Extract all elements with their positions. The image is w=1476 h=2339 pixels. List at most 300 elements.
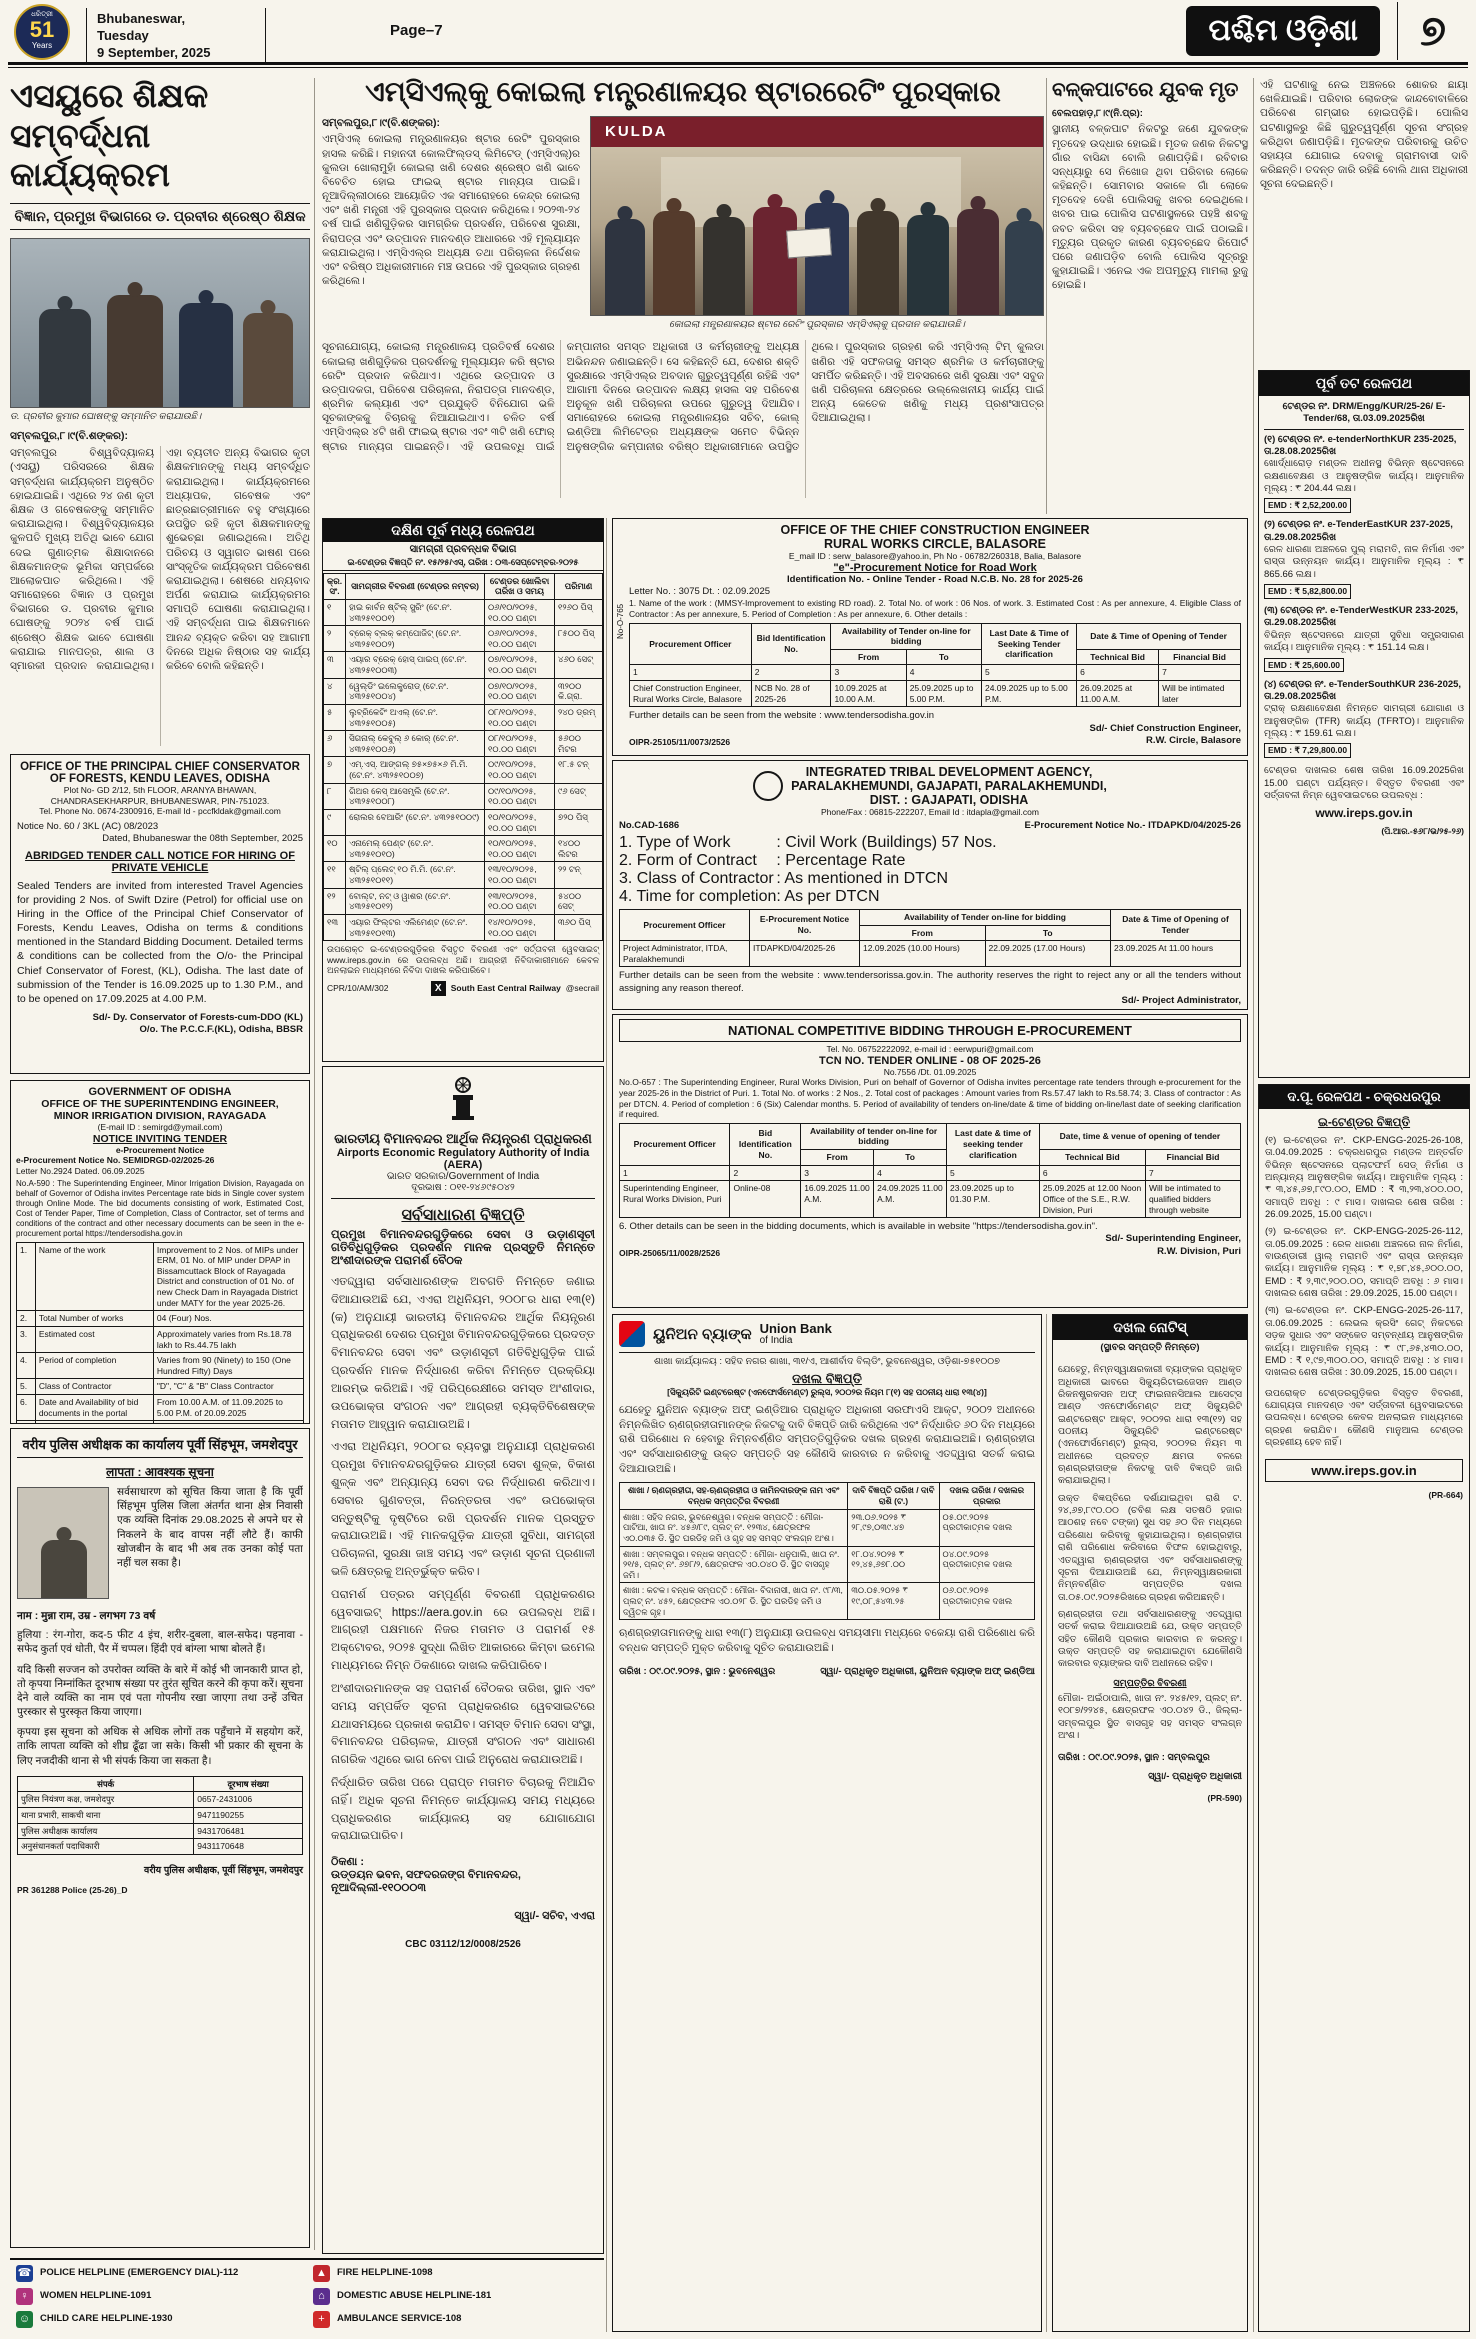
ecor-website-link: www.ireps.gov.in [1315, 806, 1413, 821]
ser-tender-entry: (୩) ଇ-ଟେଣ୍ଡର ନଂ. CKP-ENGG-2025-26-117, ତା.06.09.2025 : ଲେଭଲ କ୍ରସିଂ ଗେଟ୍ ନିକଟରେ ସଡ଼କ ସୁଧାର ଏବଂ ସଙ୍କେତ ସମ୍ବନ୍ଧୀୟ ଆନୁଷଙ୍ଗିକ କାର୍ଯ୍ୟ। ଆନୁମାନିକ ମୂଲ୍ୟ : ₹ ୯୮,୬୫,୪୩୦.୦୦, EMD : ₹ ୧,୯୭,୩୦୦.୦୦, ସମାପ୍ତି ଅବଧି : ୪ ମାସ। ଦାଖଲର ଶେଷ ତାରିଖ : 30.09.2025, 15.00 ଘଣ୍ଟା। [1265, 1305, 1463, 1379]
itda-table [619, 909, 1241, 968]
missing-alert: लापता : आवश्यक सूचना [106, 1465, 214, 1479]
balasore-notice [612, 518, 1248, 756]
ncb-tcn: TCN NO. TENDER ONLINE - 08 OF 2025-26 [819, 1054, 1041, 1067]
kendu-sign-1: Sd/- Dy. Conservator of Forests-cum-DDO (KL) [92, 1012, 303, 1024]
aera-paragraph: ନିର୍ଦ୍ଧାରିତ ତାରିଖ ପରେ ପ୍ରାପ୍ତ ମତାମତ ବିଚାରକୁ ନିଆଯିବ ନାହିଁ। ଅଧିକ ସୂଚନା ନିମନ୍ତେ କାର୍ଯ୍ୟାଳୟ ସମୟ ମଧ୍ୟରେ ପ୍ରାଧିକରଣର କାର୍ଯ୍ୟାଳୟ ସହ ଯୋଗାଯୋଗ କରାଯାଇପାରିବ। [331, 1776, 595, 1843]
balasore-sign-2: R.W. Circle, Balasore [1145, 735, 1241, 746]
ecor-intro: ଟେଣ୍ଡର ନଂ. DRM/Engg/KUR/25-26/ E-Tender/68, ତା.03.09.2025ରିଖ [1264, 401, 1464, 430]
unionbank-date-place: ତାରିଖ : ୦୯.୦୯.୨୦୨୫, ସ୍ଥାନ : ଭୁବନେଶ୍ୱର [619, 1665, 776, 1677]
ecor-entry-emd: EMD : ₹ 7,29,800.00 [1264, 743, 1351, 758]
balasore-contact: E_mail ID : serw_balasore@yahoo.in, Ph No - 06782/260318, Balia, Balasore [788, 551, 1082, 561]
dakhal-paragraph: ଋଣଗ୍ରହୀତା ତଥା ସର୍ବସାଧାରଣଙ୍କୁ ଏତଦ୍ଦ୍ୱାରା ସତର୍କ କରାଇ ଦିଆଯାଉଅଛି ଯେ, ଉକ୍ତ ସମ୍ପତ୍ତି ସହିତ କୌଣସି ପ୍ରକାର କାରବାର ନ କରନ୍ତୁ। ଉକ୍ତ ସମ୍ପତ୍ତି ସହ କରାଯାଇଥିବା ଯେକୌଣସି କାରବାର ବ୍ୟାଙ୍କର ଦାବି ଅଧୀନରେ ରହିବ। [1058, 1608, 1242, 1670]
logo-top-text: ଧରିତ୍ରୀ [31, 11, 53, 18]
table-row: 1 2 3 4 5 6 7 [630, 665, 1241, 681]
ser-entries [1265, 1135, 1463, 1380]
th-to: To [906, 649, 981, 665]
kendu-title-1: OFFICE OF THE PRINCIPAL CHIEF CONSERVATOR [20, 761, 300, 773]
ecor-entry [1264, 679, 1464, 759]
coal-headline: ଏମ୍‌ସିଏଲ୍‌କୁ କୋଇଲା ମନ୍ତ୍ରଣାଳୟର ଷ୍ଟାରରେଟିଂ ପୁରସ୍କାର [365, 76, 1001, 107]
dakhal-paragraphs [1058, 1364, 1242, 1670]
teacher-headline: ଏସୟୁରେ ଶିକ୍ଷକ ସମ୍ବର୍ଦ୍ଧନା କାର୍ଯ୍ୟକ୍ରମ [10, 77, 209, 194]
th-from: From [860, 925, 986, 941]
person-silhouette [41, 1540, 87, 1598]
secr-col-sl: କ୍ର. ସଂ. [324, 573, 346, 599]
teacher-photo [10, 238, 310, 408]
teacher-body: ସମ୍ବଲପୁର ବିଶ୍ୱବିଦ୍ୟାଳୟ (ଏସୟୁ) ପରିସରରେ ଶିକ୍ଷକ ସମ୍ବର୍ଦ୍ଧନା କାର୍ଯ୍ୟକ୍ରମ ଅନୁଷ୍ଠିତ ହୋଇଯାଇଛି। ଏଥିରେ ୨୪ ଜଣ କୃତୀ ଶିକ୍ଷକ ଓ ଗବେଷକଙ୍କୁ ସମ୍ମାନିତ କରାଯାଇଥିଲା। ବିଶ୍ୱବିଦ୍ୟାଳୟର କୁଳପତି ମୁଖ୍ୟ ଅତିଥି ଭାବେ ଯୋଗ ଦେଇ ଗୁଣାତ୍ମକ ଶିକ୍ଷାଦାନରେ ଶିକ୍ଷକମାନଙ୍କ ଭୂମିକା ସମ୍ପର୍କରେ ଆଲୋକପାତ କରିଥିଲେ। ଏହି ସମାରୋହରେ ବିଜ୍ଞାନ ଓ ପ୍ରମୁଖ ବିଭାଗରେ ଡ. ପ୍ରବୀର କୁମାର ଘୋଷଙ୍କୁ ୨୦୨୪ ବର୍ଷ ପାଇଁ ଶ୍ରେଷ୍ଠ ଶିକ୍ଷକ ଭାବେ ଘୋଷଣା କରାଯାଇ ମାନପତ୍ର, ଶାଲ ଓ ସ୍ମାରକୀ ପ୍ରଦାନ କରାଯାଇଥିଲା। ଏହା ବ୍ୟତୀତ ଅନ୍ୟ ବିଭାଗର କୃତୀ ଶିକ୍ଷକମାନଙ୍କୁ ମଧ୍ୟ ସମ୍ବର୍ଦ୍ଧିତ କରାଯାଇଥିଲା। କାର୍ଯ୍ୟକ୍ରମରେ ଅଧ୍ୟାପକ, ଗବେଷକ ଏବଂ ଛାତ୍ରଛାତ୍ରୀମାନେ ବହୁ ସଂଖ୍ୟାରେ ଉପସ୍ଥିତ ରହି କୃତୀ ଶିକ୍ଷକମାନଙ୍କୁ ଶୁଭେଚ୍ଛା ଜଣାଇଥିଲେ। ଅତିଥି ପରିଚୟ ଓ ସ୍ୱାଗତ ଭାଷଣ ପରେ ସାଂସ୍କୃତିକ କାର୍ଯ୍ୟକ୍ରମ ପରିବେଷଣ କରାଯାଇଥିଲା। ଶେଷରେ ଧନ୍ୟବାଦ ଅର୍ପଣ କରାଯାଇ କାର୍ଯ୍ୟକ୍ରମର ସମାପ୍ତି ଘୋଷଣା କରାଯାଇଥିଲା। ଏହି ସମ୍ବର୍ଦ୍ଧନା ପାଇ ଶିକ୍ଷକମାନେ ଆନନ୍ଦ ବ୍ୟକ୍ତ କରିବା ସହ ଆଗାମୀ ଦିନରେ ଅଧିକ ନିଷ୍ଠାର ସହ କାର୍ଯ୍ୟ କରିବେ ବୋଲି କହିଛନ୍ତି। [10, 447, 310, 672]
ncb-other-line: 6. Other details can be seen in the bidding documents, which is available in website "https://tendersodisha.gov.in". [619, 1221, 1098, 1233]
police-icon: ☎ [16, 2265, 33, 2282]
ncb-title: NATIONAL COMPETITIVE BIDDING THROUGH E-PROCUREMENT [619, 1019, 1241, 1042]
itda-title-1: INTEGRATED TRIBAL DEVELOPMENT AGENCY, [805, 765, 1093, 779]
table-row: 1. Type of Work : Civil Work (Buildings) 57 Nos. [619, 833, 997, 851]
helpline-label: AMBULANCE SERVICE-108 [337, 2313, 462, 2325]
balasore-title-1: OFFICE OF THE CHIEF CONSTRUCTION ENGINEER [780, 523, 1090, 537]
logo-number: 51 [29, 17, 55, 42]
secr-table [323, 573, 603, 942]
person-silhouette [605, 219, 645, 315]
ecor-entry-desc: ରେଳ ଧାରଣା ଅଞ୍ଚଳରେ ପୁଲ୍ ମରାମତି, ନାଳ ନିର୍ମାଣ ଏବଂ ରାସ୍ତା ଉନ୍ନୟନ କାର୍ଯ୍ୟ। ଆନୁମାନିକ ମୂଲ୍ୟ : ₹ 865.66 ଲକ୍ଷ। [1264, 544, 1464, 580]
rayagada-eproc: e-Procurement Notice [115, 1144, 205, 1155]
secr-footer-name: South East Central Railway [450, 983, 561, 994]
table-row: 1 2 3 4 5 6 7 [620, 1165, 1241, 1181]
person-silhouette [857, 211, 899, 315]
ecor-entry-title: (୨) ଟେଣ୍ଡର ନଂ. e-TenderEastKUR 237-2025, ତା.29.08.2025ରିଖ [1264, 519, 1453, 543]
aera-address: ଉଡ୍ଡୟନ ଭବନ, ସଫଦରଜଙ୍ଗ ବିମାନବନ୍ଦର, ନୂଆଦିଲ୍ଲୀ-୧୧୦୦୦୩ [331, 1869, 521, 1895]
award-plaque [786, 228, 832, 259]
masthead-day: Tuesday [97, 27, 149, 43]
aera-paragraph: ଏଏରା ଅଧିନିୟମ, ୨୦୦୮ର ବ୍ୟବସ୍ଥା ଅନୁଯାୟୀ ପ୍ରାଧିକରଣ ପ୍ରମୁଖ ବିମାନବନ୍ଦରଗୁଡ଼ିକର ଯାତ୍ରୀ ସେବା ଶୁଳ୍କ, ବିକାଶ ଶୁଳ୍କ ଏବଂ ଅନ୍ୟାନ୍ୟ ସେବା ଦର ନିର୍ଦ୍ଧାରଣ କରିଥାଏ। ସେବାର ଗୁଣବତ୍ତା, ନିରନ୍ତରତା ଏବଂ ଉପଭୋକ୍ତା ସନ୍ତୁଷ୍ଟିକୁ ଦୃଷ୍ଟିରେ ରଖି ପ୍ରଦର୍ଶନ ମାନକ ପ୍ରସ୍ତୁତ କରାଯାଉଅଛି। ଏହି ମାନକଗୁଡ଼ିକ ଯାତ୍ରୀ ସୁବିଧା, ସାମଗ୍ରୀ ପରିଚାଳନା, ସୁରକ୍ଷା ଜାଞ୍ଚ ସମୟ ଏବଂ ଉଡ଼ାଣ ସୂଚନା ପ୍ରଣାଳୀ ଭଳି କ୍ଷେତ୍ରକୁ ଅନ୍ତର୍ଭୁକ୍ତ କରିବ। [331, 1441, 595, 1578]
helpline-label: DOMESTIC ABUSE HELPLINE-181 [337, 2290, 492, 2302]
th-to: To [874, 1150, 947, 1166]
person-silhouette [107, 295, 163, 407]
teacher-photo-caption: ଡ. ପ୍ରବୀର କୁମାର ଘୋଷଙ୍କୁ ସମ୍ମାନିତ କରାଯାଉଛି। [10, 410, 202, 422]
youth-headline: ବଳ୍କପାଟରେ ଯୁବକ ମୃତ [1052, 79, 1239, 101]
missing-appeal: यदि किसी सज्जन को उपरोक्त व्यक्ति के बारे में कोई भी जानकारी प्राप्त हो, तो कृपया निम्नांकित दूरभाष संख्या पर तुरंत सूचित करने की कृपा करें। सूचना देने वाले व्यक्ति का नाम एवं पता गोपनीय रखा जाएगा तथा उन्हें उचित पुरस्कार से पुरस्कृत किया जाएगा। [17, 1663, 303, 1719]
th-technical-bid: Technical Bid [1077, 649, 1159, 665]
column-divider [606, 518, 607, 2332]
person-silhouette [753, 207, 797, 315]
aera-paragraph: ଅଂଶୀଦାରମାନଙ୍କ ସହ ପରାମର୍ଶ ବୈଠକର ତାରିଖ, ସ୍ଥାନ ଏବଂ ସମୟ ସମ୍ପର୍କିତ ସୂଚନା ପ୍ରାଧିକରଣର ୱେବସାଇଟରେ ଯଥାସମୟରେ ପ୍ରକାଶ କରାଯିବ। ସମସ୍ତ ବିମାନ ସେବା ସଂସ୍ଥା, ବିମାନବନ୍ଦର ପରିଚାଳକ, ଯାତ୍ରୀ ସଂଗଠନ ଏବଂ ସାଧାରଣ ନାଗରିକ ଏଥିରେ ଭାଗ ନେବା ପାଇଁ ଅନୁରୋଧ କରାଯାଉଅଛି। [331, 1682, 595, 1767]
unionbank-name-en2: of India [759, 1334, 793, 1346]
th-bid-no: Bid Identification No. [730, 1123, 801, 1165]
women-icon: ♀ [16, 2288, 33, 2305]
table-row: अनुसंधानकर्ता पदाधिकारी 9431170648 [18, 1839, 303, 1855]
aera-name-english: Airports Economic Regulatory Authority of India (AERA) [336, 1147, 590, 1171]
helpline-child-care [10, 2308, 307, 2331]
secr-footer-handle: @secrail [565, 983, 599, 994]
ecor-entry-emd: EMD : ₹ 5,82,800.00 [1264, 584, 1351, 599]
itda-sign-1: Sd/- Project Administrator, [1121, 995, 1241, 1007]
ecor-entry-desc: ବିଭିନ୍ନ ଷ୍ଟେସନରେ ଯାତ୍ରୀ ସୁବିଧା ସମ୍ପ୍ରସାରଣ କାର୍ଯ୍ୟ। ଆନୁମାନିକ ମୂଲ୍ୟ : ₹ 151.14 ଲକ୍ଷ। [1264, 629, 1464, 654]
rayagada-notice-no: e-Procurement Notice No. SEMIDRGD-02/2025-26 [16, 1155, 215, 1166]
column-divider [314, 78, 315, 2250]
masthead-date: 9 September, 2025 [97, 44, 211, 60]
newspaper-logo [14, 4, 70, 60]
balasore-identification: Identification No. - Online Tender - Road N.C.B. No. 28 for 2025-26 [787, 573, 1083, 585]
balasore-sign-1: Sd/- Chief Construction Engineer, [1089, 722, 1241, 734]
coal-body-lead: ଏମ୍‌ସିଏଲ୍ କୋଇଲା ମନ୍ତ୍ରଣାଳୟର ଷ୍ଟାର ରେଟିଂ ପୁରସ୍କାର ହାସଲ କରିଛି। ମହାନଦୀ କୋଲଫିଲ୍ଡସ୍ ଲିମିଟେଡ୍ (ଏମ୍‌ସିଏଲ୍)ର କୁଲଡା ଖୋଲାମୁହାଁ କୋଇଲା ଖଣି ଦେଶର ଶ୍ରେଷ୍ଠ ଖଣି ଭାବେ ବିବେଚିତ ହୋଇ ଫାଇଭ୍ ଷ୍ଟାର ମାନ୍ୟତା ପାଇଛି। ନୂଆଦିଲ୍ଲୀଠାରେ ଆୟୋଜିତ ଏକ ସମାରୋହରେ କେନ୍ଦ୍ର କୋଇଲା ଏବଂ ଖଣି ମନ୍ତ୍ରୀ ଏହି ପୁରସ୍କାର ପ୍ରଦାନ କରିଥିଲେ। ୨୦୨୩-୨୪ ବର୍ଷ ପାଇଁ ଖଣିଗୁଡ଼ିକର ସାମଗ୍ରିକ ପ୍ରଦର୍ଶନ, ପରିବେଶ ସୁରକ୍ଷା, ନିରାପତ୍ତା ଏବଂ ଉତ୍ପାଦନ ମାନଦଣ୍ଡ ଆଧାରରେ ଏହି ମୂଲ୍ୟାୟନ କରାଯାଇଥିଲା। ଏମ୍‌ସିଏଲ୍‌ର ଅଧ୍ୟକ୍ଷ ତଥା ପରିଚାଳନା ନିର୍ଦ୍ଦେଶକ ଏବଂ ବରିଷ୍ଠ ଅଧିକାରୀମାନେ ମଞ୍ଚ ଉପରେ ଏହି ପୁରସ୍କାର ଗ୍ରହଣ କରିଥିଲେ। [322, 133, 580, 288]
secr-notice-no: ଇ-ଟେଣ୍ଡର ବିଜ୍ଞପ୍ତି ନଂ. ୧୫/୨୫/ଏସ୍, ତାରିଖ : ୦୩-ସେପ୍ଟେମ୍ବର-୨୦୨୫ [323, 555, 603, 571]
th-borrower-property: ଶାଖା / ଋଣଗ୍ରହୀତା, ସହ-ଋଣଗ୍ରହୀତା ଓ ଜାମିନଦାରଙ୍କ ନାମ ଏବଂ ବନ୍ଧକ ସମ୍ପତ୍ତିର ବିବରଣୀ [620, 1483, 848, 1509]
th-procurement-officer: Procurement Officer [620, 909, 750, 940]
balasore-eproc-title: "e"-Procurement Notice for Road Work [833, 561, 1037, 574]
table-row: ୧୦ ଏନାମେଲ୍ ପେଣ୍ଟ (ଟେ.ନଂ. ୪୩୨୫୧୦୧୦) ୧୦/୧୦/୨୦୨୫, ୧୦.୦୦ ଘଣ୍ଟା ୧୪୦୦ ଲିଟର [324, 836, 603, 862]
unionbank-sign: ସ୍ୱା/- ପ୍ରାଧିକୃତ ଅଧିକାରୀ, ୟୁନିଅନ ବ୍ୟାଙ୍କ ଅଫ୍ ଇଣ୍ଡିଆ [820, 1665, 1035, 1677]
table-row: ଶାଖା : ସମ୍ବଲପୁର। ବନ୍ଧକ ସମ୍ପତ୍ତି : ମୌଜା- ଧନୁପାଲି, ଖାତା ନଂ. ୨୧/୫, ପ୍ଲଟ୍ ନଂ. ୬୭୮/୨, କ୍ଷେତ୍ରଫଳ ଏ୦.୦୪୦ ଡି. ସ୍ଥିତ ବାସଗୃହ ଜମି। ୧୮.୦୪.୨୦୨୫ ₹ ୧୨,୪୫,୬୭୮.୦୦ ୦୪.୦୯.୨୦୨୫ ପ୍ରତୀକାତ୍ମକ ଦଖଲ [620, 1546, 1035, 1583]
aera-govt-line: ଭାରତ ସରକାର/Government of India [386, 1171, 540, 1182]
helpline-label: POLICE HELPLINE (EMERGENCY DIAL)-112 [40, 2267, 239, 2279]
ecor-entry-title: (୩) ଟେଣ୍ଡର ନଂ. e-TenderWestKUR 233-2025, ତା.29.08.2025ରିଖ [1264, 605, 1459, 629]
ser-website-link: www.ireps.gov.in [1265, 1459, 1463, 1482]
youth-body-col1: ସ୍ଥାନୀୟ ବଳ୍କପାଟ ନିକଟରୁ ଜଣେ ଯୁବକଙ୍କ ମୃତଦେହ ଉଦ୍ଧାର ହୋଇଛି। ମୃତକ ଜଣକ ନିକଟସ୍ଥ ଗାଁର ବାସିନ୍ଦା ବୋଲି ଜଣାପଡ଼ିଛି। ରବିବାର ସନ୍ଧ୍ୟାରୁ ସେ ନିଖୋଜ ଥିବା ପରିବାର ଲୋକେ କହିଛନ୍ତି। ସୋମବାର ସକାଳେ ଗାଁ ଲୋକେ ମୃତଦେହ ଦେଖି ପୋଲିସକୁ ଖବର ଦେଇଥିଲେ। ଖବର ପାଇ ପୋଲିସ ଘଟଣାସ୍ଥଳରେ ପହଞ୍ଚି ଶବକୁ ଜବତ କରିବା ସହ ବ୍ୟବଚ୍ଛେଦ ପାଇଁ ପଠାଇଛି। ମୃତ୍ୟୁର ପ୍ରକୃତ କାରଣ ବ୍ୟବଚ୍ଛେଦ ରିପୋର୍ଟ ପରେ ଜଣାପଡ଼ିବ ବୋଲି ପୋଲିସ ସୂତ୍ରରୁ କୁହାଯାଇଛି। ଏନେଇ ଏକ ଅପମୃତ୍ୟୁ ମାମଲା ରୁଜୁ ହୋଇଛି। [1052, 123, 1248, 292]
person-silhouette [805, 203, 849, 315]
dakhal-notice [1052, 1314, 1248, 2332]
missing-person-notice [10, 1428, 310, 2248]
table-row: 4. Time for completion : As per DTCN [619, 887, 880, 905]
table-row: 1. Name of the work Improvement to 2 Nos. of MIPs under ERM, 01 No. of MIP under DPAP in Bissamcuttack Block of Rayagada District and construction of 01 No. of new Check Dam in Rayagada District under MATY for the year 2025-26. [17, 1242, 304, 1311]
masthead-city: Bhubaneswar, [97, 11, 186, 26]
rayagada-intro: No.A-590 : The Superintending Engineer, Minor Irrigation Division, Rayagada on behalf of Governor of Odisha invites Percentage rate bids in Single cover system through Online Mode. The bid documents consisting of work, Estimated Cost, Cost of Tender Paper, Time of Completion, Class of Contractor, set of terms and conditions of the contract and other necessary documents can be seen in the e-procurement portal https://tendersodisha.gov.in [16, 1178, 304, 1238]
missing-office: वरीय पुलिस अधीक्षक का कार्यालय पूर्वी सिंहभूम, जमशेदपुर [17, 1435, 303, 1458]
aera-notice-heading: ସର୍ବସାଧାରଣ ବିଜ୍ଞପ୍ତି [401, 1207, 525, 1224]
unionbank-title: ଦଖଲ ବିଜ୍ଞପ୍ତି [792, 1371, 862, 1387]
kendu-address-2: Tel. Phone No. 0674-2300916, E-mail Id - pccfkldak@gmail.com [39, 806, 281, 817]
person-silhouette [1005, 221, 1043, 315]
unionbank-note: ଋଣଗ୍ରହୀତାମାନଙ୍କୁ ଧାରା ୧୩(୮) ଅନୁଯାୟୀ ଉପଲବ୍ଧ ସମୟସୀମା ମଧ୍ୟରେ ବକେୟା ରାଶି ପରିଶୋଧ କରି ବନ୍ଧକ ସମ୍ପତ୍ତି ମୁକ୍ତ କରିବାକୁ ସୂଚିତ କରାଯାଉଅଛି। [619, 1627, 1035, 1654]
ecor-entry-desc: ଟ୍ରାକ୍ ରକ୍ଷଣାବେକ୍ଷଣ ନିମନ୍ତେ ସାମଗ୍ରୀ ଯୋଗାଣ ଓ ଆନୁଷଙ୍ଗିକ (TFR) କାର୍ଯ୍ୟ (TFRTO)। ଆନୁମାନିକ ମୂଲ୍ୟ : ₹ 159.61 ଲକ୍ଷ। [1264, 703, 1464, 739]
column-divider [1253, 78, 1254, 2332]
balasore-letter-no: Letter No. : 3075 Dt. : 02.09.2025 [629, 585, 771, 597]
itda-sign-2 [1122, 1008, 1241, 1011]
person-silhouette [907, 215, 949, 315]
rayagada-notice [10, 1080, 310, 1424]
th-procurement-officer: Procurement Officer [630, 623, 752, 665]
th-availability: Availability of Tender on-line for bidding [831, 623, 982, 649]
ecor-banner: ପୂର୍ବ ତଟ ରେଳପଥ [1259, 371, 1469, 396]
helplines-bar [10, 2258, 604, 2334]
ncb-notice [612, 1014, 1248, 1308]
ser-note: ଉପରୋକ୍ତ ଟେଣ୍ଡରଗୁଡ଼ିକର ବିସ୍ତୃତ ବିବରଣୀ, ଯୋଗ୍ୟତା ମାନଦଣ୍ଡ ଏବଂ ସର୍ତ୍ତାବଳୀ ୱେବସାଇଟରେ ଉପଲବ୍ଧ। ଟେଣ୍ଡର କେବଳ ଅନଲାଇନ ମାଧ୍ୟମରେ ଗ୍ରହଣ କରାଯିବ। କୌଣସି ମାନୁଆଲ ଟେଣ୍ଡର ଗ୍ରହଣୀୟ ହେବ ନାହିଁ। [1265, 1387, 1463, 1448]
table-row [17, 1421, 304, 1424]
youth-dateline: ବେଲପହାଡ଼,୮।୯(ନି.ପ୍ର): [1052, 108, 1143, 119]
column-divider [1046, 1314, 1047, 2332]
table-row: 5. Class of Contractor "D", "C" & "B" Class Contractor [17, 1379, 304, 1395]
dakhal-schedule: ମୌଜା- ଅଇଁଠାପାଲି, ଖାତା ନଂ. ୨୪୫/୧୨, ପ୍ଲଟ୍ ନଂ. ୧୦୮୭/୨୨୪୫, କ୍ଷେତ୍ରଫଳ ଏ୦.୦୪୨ ଡି., ଜିଲ୍ଲା- ସମ୍ବଲପୁର ସ୍ଥିତ ବାସଗୃହ ସହ ସମସ୍ତ ସଂଲଗ୍ନ ଅଂଶ। [1058, 1692, 1242, 1741]
rayagada-gov: GOVERNMENT OF ODISHA [88, 1086, 232, 1098]
aera-sign: ସ୍ୱା/- ସଚିବ, ଏଏରା [514, 1910, 595, 1923]
missing-name-line: नाम : मुन्ना राम, उम्र - लगभग 73 वर्ष [17, 1610, 156, 1622]
th-technical-bid: Technical Bid [1039, 1150, 1145, 1166]
secr-col-desc: ସାମଗ୍ରୀର ବିବରଣୀ (ଟେଣ୍ଡର ନମ୍ବର) [346, 573, 485, 599]
kendu-notice-no: Notice No. 60 / 3KL (AC) 08/2023 [17, 820, 159, 832]
rayagada-office-2: MINOR IRRIGATION DIVISION, RAYAGADA [53, 1110, 267, 1122]
table-row: पुलिस नियंत्रण कक्ष, जमशेदपुर 0657-2431006 [18, 1792, 303, 1808]
ncb-contact: Tel. No. 06752222092, e-mail id : eerwpuri@gmail.com [826, 1044, 1034, 1054]
missing-intro: सर्वसाधारण को सूचित किया जाता है कि पूर्वी सिंहभूम पुलिस जिला अंतर्गत थाना क्षेत्र निवासी एक व्यक्ति दिनांक 29.08.2025 से अपने घर से निकलने के बाद वापस नहीं लौटे हैं। काफी खोजबीन के बाद भी अब तक उनका कोई पता नहीं चल सका है। [117, 1486, 303, 1569]
table-row: ଶାଖା : କଟକ। ବନ୍ଧକ ସମ୍ପତ୍ତି : ମୌଜା- ବିଦାନାସୀ, ଖାତା ନଂ. ୯୮/୩, ପ୍ଲଟ୍ ନଂ. ୪୫୨, କ୍ଷେତ୍ରଫଳ ଏ୦.୦୨୮ ଡି. ସ୍ଥିତ ଘରଡିହ ଜମି ଓ ଦ୍ୱିତଳ ଗୃହ। ୩୦.୦୫.୨୦୨୫ ₹ ୧୯,୦୮,୫୪୩.୨୫ ୦୬.୦୯.୨୦୨୫ ପ୍ରତୀକାତ୍ମକ ଦଖଲ [620, 1583, 1035, 1620]
balasore-title-2: RURAL WORKS CIRCLE, BALASORE [824, 537, 1046, 551]
dakhal-paragraph: ଯେହେତୁ, ନିମ୍ନସ୍ୱାକ୍ଷରକାରୀ ବ୍ୟାଙ୍କର ପ୍ରାଧିକୃତ ଅଧିକାରୀ ଭାବରେ ସିକ୍ୟୁରିଟାଇଜେସନ ଆଣ୍ଡ ରିକନଷ୍ଟ୍ରକସନ ଅଫ୍ ଫାଇନାନସିଆଲ ଆସେଟ୍ସ ଆଣ୍ଡ ଏନଫୋର୍ସମେଣ୍ଟ ଅଫ୍ ସିକ୍ୟୁରିଟି ଇଣ୍ଟରେଷ୍ଟ ଆକ୍ଟ, ୨୦୦୨ର ଧାରା ୧୩(୧୨) ସହ ପଠନୀୟ ସିକ୍ୟୁରିଟି ଇଣ୍ଟରେଷ୍ଟ (ଏନଫୋର୍ସମେଣ୍ଟ) ରୁଲ୍ସ, ୨୦୦୨ର ନିୟମ ୩ ଅଧୀନରେ ପ୍ରଦତ୍ତ କ୍ଷମତା ବଳରେ ଋଣଗ୍ରହୀତାଙ୍କ ନିକଟକୁ ଦାବି ବିଜ୍ଞପ୍ତି ଜାରି କରାଯାଇଥିଲା। [1058, 1364, 1242, 1487]
ser-pr: (PR-664) [1428, 1490, 1463, 1501]
ambulance-icon: + [313, 2311, 330, 2328]
aera-cbc: CBC 03112/12/0008/2526 [405, 1939, 521, 1951]
ncb-ref-no: No.7556 /Dt. 01.09.2025 [883, 1066, 977, 1077]
helpline-label: WOMEN HELPLINE-1091 [40, 2290, 152, 2302]
photo-banner-text: KULDA [591, 117, 1043, 147]
missing-contacts-table [17, 1776, 303, 1855]
table-row: ୩ ଏୟାର ବ୍ରେକ୍ ହୋସ୍ ପାଇପ୍ (ଟେ.ନଂ. ୪୩୨୫୧୦୦୩) ୦୭/୧୦/୨୦୨୫, ୧୦.୦୦ ଘଣ୍ଟା ୪୬୦ ସେଟ୍ [324, 652, 603, 678]
missing-person-photo [17, 1487, 109, 1599]
balasore-oipr: OIPR-25105/11/0073/2526 [629, 737, 731, 748]
kendu-title-2: OF FORESTS, KENDU LEAVES, ODISHA [49, 773, 271, 785]
youth-article-continued [1260, 78, 1468, 366]
ecor-pr: (ପି.ଆର.-୫୬୮/ଭ/୨୫-୨୬) [1381, 826, 1464, 837]
coal-photo-caption: କୋଇଲା ମନ୍ତ୍ରଣାଳୟର ଷ୍ଟାର ରେଟିଂ ପୁରସ୍କାର ଏମ୍‌ସିଏଲ୍‌କୁ ପ୍ରଦାନ କରାଯାଉଛି। [669, 319, 965, 331]
ecor-entry-emd: EMD : ₹ 25,600.00 [1264, 658, 1344, 673]
th-opening: Date, time & venue of opening of tender [1039, 1123, 1240, 1149]
kendu-notice [10, 754, 310, 1074]
table-row: Project Administrator, ITDA, Paralakhemundi ITDAPKD/04/2025-26 12.09.2025 (10.00 Hours) 22.09.2025 (17.00 Hours) 23.09.2025 At 11.00 hours [620, 941, 1241, 967]
itda-notice [612, 760, 1248, 1010]
teacher-subhead: ବିଜ୍ଞାନ, ପ୍ରମୁଖ ବିଭାଗରେ ଡ. ପ୍ରବୀର ଶ୍ରେଷ୍ଠ ଶିକ୍ଷକ [10, 203, 310, 230]
child-care-icon: ☺ [16, 2311, 33, 2328]
column-divider [1046, 78, 1047, 514]
unionbank-table [619, 1482, 1035, 1620]
table-row: ୧୩ ଏୟାର ଫିଲ୍ଟର ଏଲିମେଣ୍ଟ (ଟେ.ନଂ. ୪୩୨୫୧୦୧୩) ୧୪/୧୦/୨୦୨୫, ୧୦.୦୦ ଘଣ୍ଟା ୩୬୦ ପିସ୍ [324, 914, 603, 940]
itda-logo [753, 771, 783, 801]
missing-pr: PR 361288 Police (25-26)_D [17, 1885, 128, 1896]
itda-website-line: Further details can be seen from the website : www.tendersorissa.gov.in. The authority reserves the right to reject any or all the tenders without assigning any reason thereof. [619, 970, 1241, 994]
th-availability: Availability of Tender on-line for bidding [860, 909, 1111, 925]
dakhal-sub: (ସ୍ଥାବର ସମ୍ପତ୍ତି ନିମନ୍ତେ) [1100, 1342, 1200, 1353]
itda-title-3: DIST. : GAJAPATI, ODISHA [869, 793, 1029, 807]
ecor-closing: ଟେଣ୍ଡର ଦାଖଲର ଶେଷ ତାରିଖ 16.09.2025ରିଖ 15.00 ଘଣ୍ଟା ପର୍ଯ୍ୟନ୍ତ। ବିସ୍ତୃତ ବିବରଣୀ ଏବଂ ସର୍ତ୍ତାବଳୀ ନିମ୍ନ ୱେବସାଇଟରେ ଉପଲବ୍ଧ : [1264, 765, 1464, 801]
unionbank-name-en1: Union Bank [759, 1320, 832, 1336]
ser-tender-entry: (୧) ଇ-ଟେଣ୍ଡର ନଂ. CKP-ENGG-2025-26-108, ତା.04.09.2025 : ଚକ୍ରଧରପୁର ମଣ୍ଡଳ ଅନ୍ତର୍ଗତ ବିଭିନ୍ନ ଷ୍ଟେସନରେ ପ୍ଲାଟଫର୍ମ ସେଡ୍ ନିର୍ମାଣ ଓ ଅନ୍ୟାନ୍ୟ ଆନୁଷଙ୍ଗିକ କାର୍ଯ୍ୟ। ଆନୁମାନିକ ମୂଲ୍ୟ : ₹ ୩,୪୫,୬୭,୮୯୦.୦୦, EMD : ₹ ୩,୨୩,୪୦୦.୦୦, ସମାପ୍ତି ଅବଧି : ୯ ମାସ। ଦାଖଲର ଶେଷ ତାରିଖ : 26.09.2025, 15.00 ଘଣ୍ଟା। [1265, 1135, 1463, 1221]
th-notice-no: E-Procurement Notice No. [750, 909, 860, 940]
person-silhouette [957, 209, 999, 315]
th-possession-date: ଦଖଲ ତାରିଖ / ଦଖଲର ପ୍ରକାର [939, 1483, 1034, 1509]
table-row: ୨ ବ୍ରେକ୍ ବ୍ଲକ୍ କମ୍ପୋଜିଟ୍ (ଟେ.ନଂ. ୪୩୨୫୧୦୦୨) ୦୬/୧୦/୨୦୨୫, ୧୦.୦୦ ଘଣ୍ଟା ୮୫୦୦ ପିସ୍ [324, 626, 603, 652]
th-bid-no: Bid Identification No. [751, 623, 831, 665]
ser-banner: ଦ.ପୂ. ରେଳପଥ - ଚକ୍ରଧରପୁର [1259, 1085, 1469, 1109]
th-from: From [801, 1150, 874, 1166]
kendu-sign-2: O/o. The P.C.C.F.(KL), Odisha, BBSR [139, 1024, 303, 1036]
ecor-tender [1258, 370, 1470, 1078]
masthead-dateline [86, 8, 266, 65]
ser-title: ଇ-ଟେଣ୍ଡର ବିଜ୍ଞପ୍ତି [1317, 1115, 1411, 1129]
th-financial-bid: Financial Bid [1159, 649, 1241, 665]
th-opening: Date & Time of Opening of Tender [1077, 623, 1241, 649]
secr-tender [322, 518, 604, 1062]
th-from: From [831, 649, 906, 665]
youth-article [1052, 78, 1248, 514]
aera-paragraph: ପରାମର୍ଶ ପତ୍ରର ସମ୍ପୂର୍ଣ୍ଣ ବିବରଣୀ ପ୍ରାଧିକରଣର ୱେବସାଇଟ୍ https://aera.gov.in ରେ ଉପଲବ୍ଧ ଅଛି। ଆଗ୍ରହୀ ପକ୍ଷମାନେ ନିଜର ମତାମତ ଓ ପରାମର୍ଶ ୧୫ ଅକ୍ଟୋବର, ୨୦୨୫ ସୁଦ୍ଧା ଲିଖିତ ଆକାରରେ କିମ୍ବା ଇମେଲ ମାଧ୍ୟମରେ ନିମ୍ନ ଠିକଣାରେ ଦାଖଲ କରିପାରିବେ। [331, 1588, 595, 1673]
person-silhouette [703, 217, 745, 315]
kendu-dated: Dated, Bhubaneswar the 08th September, 2025 [102, 833, 303, 845]
balasore-details: 1. Name of the work : (MMSY-Improvement to existing RD road). 2. Total No. of work : 06 Nos. of work. 3. Estimated Cost : As per annexure, 4. Eligible Class of Contractor : As per annexure, 5. Period of Completion : As per annexure, 6. Other details : [629, 598, 1241, 619]
table-row: 2. Form of Contract : Percentage Rate [619, 851, 906, 869]
kendu-heading-1: ABRIDGED TENDER CALL NOTICE FOR HIRING OF [25, 849, 295, 862]
coal-article [322, 76, 1044, 514]
rayagada-nit-title: NOTICE INVITING TENDER [92, 1132, 228, 1145]
coal-dateline: ସମ୍ବଲପୁର,୮।୯(ବି.ଶଙ୍କର): [322, 117, 440, 130]
helpline-ambulance [307, 2308, 604, 2331]
dakhal-schedule-head: ସମ୍ପତ୍ତିର ବିବରଣୀ [1113, 1677, 1187, 1689]
missing-sign: वरीय पुलिस अधीक्षक, पूर्वी सिंहभूम, जमशेदपुर [144, 1864, 303, 1876]
x-social-icon: X [431, 981, 446, 996]
table-row: Superintending Engineer, Rural Works Division, Puri Online-08 16.09.2025 11.00 A.M. 24.09.2025 11.00 A.M. 23.09.2025 up to 01.30 P.M. 25.09.2025 at 12.00 Noon Office of the S.E., R.W. Division, Puri Will be intimated to qualified bidders through website [620, 1181, 1241, 1218]
ecor-entry-title: (୪) ଟେଣ୍ଡର ନଂ. e-TenderSouthKUR 236-2025, ତା.29.08.2025ରିଖ [1264, 678, 1462, 702]
table-row: Chief Construction Engineer, Rural Works Circle, Balasore NCB No. 28 of 2025-26 10.09.2025 at 10.00 A.M. 25.09.2025 up to 5.00 P.M. 24.09.2025 up to 5.00 P.M. 26.09.2025 at 11.00 A.M. Will be intimated later [630, 681, 1241, 707]
unionbank-notice [612, 1314, 1042, 2332]
aera-subhead: ପ୍ରମୁଖ ବିମାନବନ୍ଦରଗୁଡ଼ିକରେ ସେବା ଓ ଉଡ଼ାଣସୂଚୀ ଗତିବିଧିଗୁଡ଼ିକର ପ୍ରଦର୍ଶନ ମାନକ ପ୍ରସ୍ତୁତି ନିମନ୍ତେ ଅଂଶୀଦାରଙ୍କ ପରାମର୍ଶ ବୈଠକ [331, 1229, 595, 1267]
ecor-entry-desc: ଖୋର୍ଦ୍ଧାରୋଡ଼ ମଣ୍ଡଳ ଅଧୀନସ୍ଥ ବିଭିନ୍ନ ଷ୍ଟେସନରେ ରକ୍ଷଣାବେକ୍ଷଣ ଓ ଆନୁଷଙ୍ଗିକ କାର୍ଯ୍ୟ। ଆନୁମାନିକ ମୂଲ୍ୟ : ₹ 204.44 ଲକ୍ଷ। [1264, 458, 1464, 495]
secr-col-date: ଟେଣ୍ଡର ଖୋଲିବା ତାରିଖ ଓ ସମୟ [485, 573, 555, 599]
logo-years: Years [31, 41, 53, 50]
table-row: 3. Estimated cost Approximately varies from Rs.18.78 lakh to Rs.44.75 lakh [17, 1326, 304, 1352]
domestic-abuse-icon: ⌂ [313, 2288, 330, 2305]
india-emblem-icon [331, 1075, 595, 1128]
unionbank-rule-line: [ସିକ୍ୟୁରିଟି ଇଣ୍ଟରେଷ୍ଟ (ଏନଫୋର୍ସମେଣ୍ଟ) ରୁଲ୍ସ, ୨୦୦୨ର ନିୟମ ୮(୧) ସହ ପଠନୀୟ ଧାରା ୧୩(୪)] [667, 1387, 987, 1398]
person-silhouette [39, 309, 91, 407]
missing-contacts-col-1: संपर्क [18, 1776, 194, 1792]
fire-icon: ▲ [313, 2265, 330, 2282]
secr-dept: ସାମଗ୍ରୀ ପ୍ରବନ୍ଧକ ବିଭାଗ [409, 544, 517, 555]
unionbank-intro: ଯେହେତୁ ୟୁନିଅନ ବ୍ୟାଙ୍କ ଅଫ୍ ଇଣ୍ଡିଆର ପ୍ରାଧିକୃତ ଅଧିକାରୀ ସରଫାଏସି ଆକ୍ଟ, ୨୦୦୨ ଅଧୀନରେ ନିମ୍ନଲିଖିତ ଋଣଗ୍ରହୀତାମାନଙ୍କ ନିକଟକୁ ଦାବି ବିଜ୍ଞପ୍ତି ଜାରି କରିଥିଲେ ଏବଂ ନିର୍ଦ୍ଧାରିତ ୬୦ ଦିନ ମଧ୍ୟରେ ରାଶି ପରିଶୋଧ ନ ହେବାରୁ ନିମ୍ନବର୍ଣ୍ଣିତ ସମ୍ପତ୍ତିଗୁଡ଼ିକର ଦଖଲ ଗ୍ରହଣ କରାଯାଇଅଛି। ଋଣଗ୍ରହୀତା ଏବଂ ସର୍ବସାଧାରଣଙ୍କୁ ଉକ୍ତ ସମ୍ପତ୍ତି ସହ କୌଣସି କାରବାର ନ କରିବାକୁ ଏତଦ୍ଦ୍ୱାରା ସତର୍କ କରାଇ ଦିଆଯାଉଅଛି। [619, 1403, 1035, 1475]
table-row: ୬ ସିଗନାଲ୍ କେବୁଲ୍ ୬ କୋର୍ (ଟେ.ନଂ. ୪୩୨୫୧୦୦୬) ୦୮/୧୦/୨୦୨୫, ୧୦.୦୦ ଘଣ୍ଟା ୫୬୦୦ ମିଟର [324, 731, 603, 757]
unionbank-name-odia: ୟୁନିଅନ ବ୍ୟାଙ୍କ [653, 1325, 752, 1343]
masthead-rule-thick [8, 62, 1468, 65]
secr-cpr: CPR/10/AM/302 [327, 983, 389, 994]
ecor-entry-emd: EMD : ₹ 2,52,200.00 [1264, 498, 1351, 513]
ncb-oipr: OIPR-25065/11/0028/2526 [619, 1248, 721, 1259]
kendu-address-1: Plot No- GD 2/12, 5th FLOOR, ARANYA BHAWAN, CHANDRASEKHARPUR, BHUBANESWAR, PIN-751023. [50, 785, 270, 806]
table-row: पुलिस अधीक्षक कार्यालय 9431706481 [18, 1823, 303, 1839]
ecor-entry [1264, 519, 1464, 599]
missing-description: हुलिया : रंग-गोरा, कद-5 फीट 4 इंच, शरीर-दुबला, बाल-सफेद। पहनावा - सफेद कुर्ता एवं धोती, पैर में चप्पल। हिंदी एवं बांग्ला भाषा बोलते हैं। [17, 1629, 303, 1656]
rayagada-office-1: OFFICE OF THE SUPERINTENDING ENGINEER, [41, 1098, 279, 1110]
ncb-table [619, 1123, 1241, 1218]
kendu-body: Sealed Tenders are invited from interested Travel Agencies for providing 2 Nos. of Swift Dzire (Petrol) for official use on Hiring in the Office of the Principal Chief Conservator of Forests, Kendu Leaves, Odisha on terms & conditions mentioned in the Standard Bidding Document. Detailed terms & conditions can be collected from the O/o- the Principal Chief Conservator of Forest, (KL), Odisha. The last date of submission of the Tender is 16.09.2025 up to 1.30 P.M., and to be opened on 17.09.2025 at 4.00 P.M. [17, 879, 303, 1005]
missing-extra: कृपया इस सूचना को अधिक से अधिक लोगों तक पहुँचाने में सहयोग करें, ताकि लापता व्यक्ति को शीघ्र ढूँढा जा सके। किसी भी प्रकार की सूचना के लिए नजदीकी थाना से भी संपर्क किया जा सकता है। [17, 1726, 303, 1767]
aera-phone: ଦୂରଭାଷ : ୦୧୧-୨୪୬୯୫୦୪୨ [331, 1182, 595, 1199]
dakhal-paragraph: ଉକ୍ତ ବିଜ୍ଞପ୍ତିରେ ଦର୍ଶାଯାଇଥିବା ରାଶି ଟ. ୨୪,୬୭,୮୯୦.୦୦ (ଚବିଶ ଲକ୍ଷ ସତଷଠି ହଜାର ଆଠଶହ ନବେ ଟଙ୍କା) ସୁଧ ସହ ୬୦ ଦିନ ମଧ୍ୟରେ ପରିଶୋଧ କରିବାକୁ କୁହାଯାଇଥିଲା। ଋଣଗ୍ରହୀତା ରାଶି ପରିଶୋଧ କରିବାରେ ବିଫଳ ହୋଇଥିବାରୁ, ଏତଦ୍ଦ୍ୱାରା ଋଣଗ୍ରହୀତା ଏବଂ ସର୍ବସାଧାରଣଙ୍କୁ ସୂଚନା ଦିଆଯାଉଅଛି ଯେ, ନିମ୍ନସ୍ୱାକ୍ଷରକାରୀ ନିମ୍ନବର୍ଣ୍ଣିତ ସମ୍ପତ୍ତିର ଦଖଲ ତା.୦୫.୦୯.୨୦୨୫ରିଖରେ ଗ୍ରହଣ କରିଅଛନ୍ତି। [1058, 1492, 1242, 1603]
itda-ref-no: No.CAD-1686 [619, 819, 680, 831]
aera-paragraphs [331, 1274, 595, 1846]
itda-fields [619, 834, 997, 906]
person-silhouette [243, 313, 293, 407]
balasore-side-ref: No-O-765 [616, 603, 625, 639]
th-clarification: Last Date & Time of Seeking Tender clarification [981, 623, 1076, 665]
table-row: 2. Total Number of works 04 (Four) Nos. [17, 1311, 304, 1327]
table-row: ୭ ଏମ୍.ଏସ୍. ଆଙ୍ଗଲ୍ ୭୫×୭୫×୬ ମି.ମି. (ଟେ.ନଂ. ୪୩୨୫୧୦୦୭) ୦୯/୧୦/୨୦୨୫, ୧୦.୦୦ ଘଣ୍ଟା ୧୮.୫ ଟନ୍ [324, 757, 603, 783]
th-financial-bid: Financial Bid [1145, 1150, 1240, 1166]
coal-award-photo [590, 116, 1044, 316]
balasore-website-line: Further details can be seen from the website : www.tendersodisha.gov.in [629, 710, 935, 722]
ecor-entry [1264, 434, 1464, 514]
th-opening: Date & Time of Opening of Tender [1111, 909, 1241, 940]
missing-contacts-col-2: दूरभाष संख्या [194, 1776, 303, 1792]
youth-body-col2: ଏହି ଘଟଣାକୁ ନେଇ ଅଞ୍ଚଳରେ ଶୋକର ଛାୟା ଖେଳିଯାଇଛି। ପରିବାର ଲୋକଙ୍କ କାନ୍ଦବୋବାଳିରେ ପରିବେଶ ଗମ୍ଭୀର ହୋଇପଡ଼ିଛି। ପୋଲିସ ଘଟଣାସ୍ଥଳରୁ କିଛି ଗୁରୁତ୍ୱପୂର୍ଣ୍ଣ ସୂଚନା ସଂଗ୍ରହ କରିଥିବା ଜଣାପଡ଼ିଛି। ମୃତକଙ୍କ ପରିବାରକୁ ଉଚିତ ସହାୟତା ଯୋଗାଇ ଦେବାକୁ ଗ୍ରାମବାସୀ ଦାବି କରିଛନ୍ତି। ତଦନ୍ତ ଜାରି ରହିଛି ବୋଲି ଥାନା ଅଧିକାରୀ ସୂଚନା ଦେଇଛନ୍ତି। [1260, 79, 1468, 191]
teacher-dateline: ସମ୍ବଲପୁର,୮।୯(ବି.ଶଙ୍କର): [10, 430, 128, 443]
secr-col-qty: ପରିମାଣ [555, 573, 603, 599]
table-row: ୧୧ ଷ୍ଟିଲ୍ ପ୍ଲେଟ୍ ୧୦ ମି.ମି. (ଟେ.ନଂ. ୪୩୨୫୧୦୧୧) ୧୩/୧୦/୨୦୨୫, ୧୦.୦୦ ଘଣ୍ଟା ୨୨ ଟନ୍ [324, 862, 603, 888]
table-row: 6. Date and Availability of bid documents in the portal From 10.00 A.M. of 11.09.2025 to 5.00 P.M. of 20.09.2025 [17, 1395, 304, 1421]
dakhal-pr: (PR-590) [1207, 1793, 1242, 1803]
ncb-sign-1: Sd/- Superintending Engineer, [1105, 1233, 1241, 1245]
ser-chakradharpur-tender [1258, 1084, 1470, 2332]
dakhal-banner: ଦଖଲ ନୋଟିସ୍ [1053, 1315, 1247, 1340]
ncb-intro: No.O-657 : The Superintending Engineer, Rural Works Division, Puri on behalf of Governor of Odisha invites percentage rate tenders through e-procurement for the year 2025-26 in the District of Puri. 1. Total No. of works : 2 Nos., 2. Total cost of packages : Amount varies from Rs.57.47 lakh to Rs.58.74; 3. Class of contractor : As per DTCN. 4. Period of completion : 6 (Six) Calendar months. 5. Period of availability of tenders on-line/date & time of bidding on-line/last date of seeking clarification if required. [619, 1077, 1241, 1120]
table-row: ୪ ୱେଲ୍ଡିଂ ଇଲେକ୍ଟ୍ରୋଡ୍ (ଟେ.ନଂ. ୪୩୨୫୧୦୦୪) ୦୭/୧୦/୨୦୨୫, ୧୦.୦୦ ଘଣ୍ଟା ୩୨୦୦ କି.ଗ୍ରା. [324, 678, 603, 704]
table-row: ୧ ହାଇ କାର୍ବନ ଷ୍ଟିଲ୍ ସ୍ପ୍ରିଂ (ଟେ.ନଂ. ୪୩୨୫୧୦୦୧) ୦୬/୧୦/୨୦୨୫, ୧୦.୦୦ ଘଣ୍ଟା ୧୨୬୦ ପିସ୍ [324, 599, 603, 625]
rayagada-items-table [16, 1242, 304, 1425]
helpline-fire [307, 2262, 604, 2285]
helpline-women [10, 2285, 307, 2308]
secr-note: ଉପରୋକ୍ତ ଇ-ଟେଣ୍ଡରଗୁଡ଼ିକର ବିସ୍ତୃତ ବିବରଣୀ ଏବଂ ସର୍ତ୍ତାବଳୀ ୱେବସାଇଟ୍ www.ireps.gov.in ରେ ଉପଲବ୍ଧ ଅଛି। ଆଗ୍ରହୀ ନିବିଦାକାରୀମାନେ କେବଳ ଅନଲାଇନ ମାଧ୍ୟମରେ ନିବିଦା ଦାଖଲ କରିପାରିବେ। [327, 944, 599, 976]
aera-paragraph: ଏତଦ୍ଦ୍ୱାରା ସର୍ବସାଧାରଣଙ୍କ ଅବଗତି ନିମନ୍ତେ ଜଣାଇ ଦିଆଯାଉଅଛି ଯେ, ଏଏରା ଅଧିନିୟମ, ୨୦୦୮ର ଧାରା ୧୩(୧)(କ) ଅନୁଯାୟୀ ଭାରତୀୟ ବିମାନବନ୍ଦର ଆର୍ଥିକ ନିୟନ୍ତ୍ରଣ ପ୍ରାଧିକରଣ ଦେଶର ପ୍ରମୁଖ ବିମାନବନ୍ଦରଗୁଡ଼ିକରେ ପ୍ରଦତ୍ତ ବିମାନବନ୍ଦର ସେବା ଏବଂ ଉଡ଼ାଣସୂଚୀ ଗତିବିଧିଗୁଡ଼ିକ ପାଇଁ ପ୍ରଦର୍ଶନ ମାନକ ନିର୍ଦ୍ଧାରଣ କରିବା ନିମନ୍ତେ ପ୍ରକ୍ରିୟା ଆରମ୍ଭ କରିଅଛି। ଏହି ପରିପ୍ରେକ୍ଷୀରେ ସମସ୍ତ ଅଂଶୀଦାର, ଉପଭୋକ୍ତା ସଂଗଠନ ଏବଂ ଆଗ୍ରହୀ ବ୍ୟକ୍ତିବିଶେଷଙ୍କ ମତାମତ ଆହ୍ୱାନ କରାଯାଉଅଛି। [331, 1276, 595, 1431]
th-clarification: Last date & time of seeking tender clarification [947, 1123, 1040, 1165]
table-row: थाना प्रभारी, साकची थाना 9471190255 [18, 1807, 303, 1823]
th-demand-amount: ଦାବି ବିଜ୍ଞପ୍ତି ତାରିଖ / ଦାବି ରାଶି (ଟ.) [848, 1483, 939, 1509]
masthead-page-number: ୭ [1397, 2, 1446, 60]
person-silhouette [179, 303, 233, 407]
unionbank-logo-icon [619, 1321, 645, 1347]
helpline-label: CHILD CARE HELPLINE-1930 [40, 2313, 173, 2325]
helpline-domestic-abuse [307, 2285, 604, 2308]
kendu-heading-2: PRIVATE VEHICLE [111, 861, 209, 874]
table-row: ୧୨ ବୋଲ୍ଟ, ନଟ୍ ଓ ୱାଶର (ଟେ.ନଂ. ୪୩୨୫୧୦୧୨) ୧୩/୧୦/୨୦୨୫, ୧୦.୦୦ ଘଣ୍ଟା ୫୪୦୦ ସେଟ୍ [324, 888, 603, 914]
rayagada-letter: Letter No.2924 Dated. 06.09.2025 [16, 1165, 145, 1176]
ecor-entry [1264, 605, 1464, 672]
section-title: ପଶ୍ଚିମ ଓଡ଼ିଶା [1186, 6, 1380, 56]
itda-contact: Phone/Fax : 06815-222207, Email Id : itdapla@gmail.com [821, 807, 1039, 817]
teacher-article [10, 76, 310, 748]
coal-body-more: ସୂଚନାଯୋଗ୍ୟ, କୋଇଲା ମନ୍ତ୍ରଣାଳୟ ପ୍ରତିବର୍ଷ ଦେଶର କୋଇଲା ଖଣିଗୁଡ଼ିକର ପ୍ରଦର୍ଶନକୁ ମୂଲ୍ୟାୟନ କରି ଷ୍ଟାର ରେଟିଂ ପ୍ରଦାନ କରିଥାଏ। ଏଥିରେ ଉତ୍ପାଦନ ଓ ଉତ୍ପାଦକତା, ପରିବେଶ ପରିଚାଳନା, ନିରାପତ୍ତା ମାନଦଣ୍ଡ, ଶ୍ରମିକ କଲ୍ୟାଣ ଏବଂ ପ୍ରଯୁକ୍ତି ବିନିଯୋଗ ଭଳି ସୂଚକାଙ୍କକୁ ବିଚାରକୁ ନିଆଯାଇଥାଏ। ଚଳିତ ବର୍ଷ ଏମ୍‌ସିଏଲ୍‌ର ୪ଟି ଖଣି ଫାଇଭ୍ ଷ୍ଟାର ଏବଂ ୩ଟି ଖଣି ଫୋର୍ ଷ୍ଟାର ମାନ୍ୟତା ପାଇଛନ୍ତି। ଏହି ଉପଲବ୍ଧି ପାଇଁ କମ୍ପାନୀର ସମସ୍ତ ଅଧିକାରୀ ଓ କର୍ମଚାରୀଙ୍କୁ ଅଧ୍ୟକ୍ଷ ଅଭିନନ୍ଦନ ଜଣାଇଛନ୍ତି। ସେ କହିଛନ୍ତି ଯେ, ଦେଶର ଶକ୍ତି ସୁରକ୍ଷାରେ ଏମ୍‌ସିଏଲ୍‌ର ଅବଦାନ ଗୁରୁତ୍ୱପୂର୍ଣ୍ଣ ରହିଛି ଏବଂ ଆଗାମୀ ଦିନରେ ଉତ୍ପାଦନ ଲକ୍ଷ୍ୟ ହାସଲ ସହ ପରିବେଶ ଅନୁକୂଳ ଖଣି ପରିଚାଳନା ଉପରେ ଗୁରୁତ୍ୱ ଦିଆଯିବ। ସମାରୋହରେ କୋଇଲା ମନ୍ତ୍ରଣାଳୟର ସଚିବ, କୋଲ୍ ଇଣ୍ଡିଆ ଲିମିଟେଡ୍‌ର ଅଧ୍ୟକ୍ଷଙ୍କ ସମେତ ବିଭିନ୍ନ ଅନୁଷଙ୍ଗିକ କମ୍ପାନୀର ବରିଷ୍ଠ ଅଧିକାରୀମାନେ ଉପସ୍ଥିତ ଥିଲେ। ପୁରସ୍କାର ଗ୍ରହଣ କରି ଏମ୍‌ସିଏଲ୍ ଟିମ୍ କୁଲଡା ଖଣିର ଏହି ସଫଳତାକୁ ସମସ୍ତ ଶ୍ରମିକ ଓ କର୍ମଚାରୀଙ୍କୁ ସମର୍ପିତ କରିଛନ୍ତି। ଏହି ଅବସରରେ ଖଣି ସୁରକ୍ଷା ଏବଂ ସବୁଜ ଖଣି ପରିଚାଳନା କ୍ଷେତ୍ରରେ ଉଲ୍ଲେଖନୀୟ କାର୍ଯ୍ୟ ପାଇଁ ଅନ୍ୟ କେତେକ ଖଣିକୁ ମଧ୍ୟ ପ୍ରଶଂସାପତ୍ର ଦିଆଯାଇଥିଲା। [322, 341, 1044, 453]
aera-address-label: ଠିକଣା : [331, 1856, 365, 1869]
ncb-sign-2: R.W. Division, Puri [1157, 1245, 1241, 1257]
aera-notice [322, 1066, 604, 2254]
th-procurement-officer: Procurement Officer [620, 1123, 730, 1165]
th-availability: Availability of tender on-line for bidding [801, 1123, 947, 1149]
balasore-table [629, 623, 1241, 708]
table-row: 4. Period of completion Varies from 90 (Ninety) to 150 (One Hundred Fifty) Days [17, 1353, 304, 1379]
table-row: ୯ ରୋଲର ବେଆରିଂ (ଟେ.ନଂ. ୪୩୨୫୧୦୦୯) ୧୦/୧୦/୨୦୨୫, ୧୦.୦୦ ଘଣ୍ଟା ୭୨୦ ପିସ୍ [324, 809, 603, 835]
table-row: ଶାଖା : ସହିଦ ନଗର, ଭୁବନେଶ୍ୱର। ବନ୍ଧକ ସମ୍ପତ୍ତି : ମୌଜା- ପାଟିଆ, ଖାତା ନଂ. ୪୫୬/୮୯, ପ୍ଲଟ୍ ନଂ. ୧୨୩୪, କ୍ଷେତ୍ରଫଳ ଏ୦.୦୩୫ ଡି. ସ୍ଥିତ ଘରଡିହ ଜମି ଓ ଗୃହ ସହ ସମସ୍ତ ସଂଲଗ୍ନ ଅଂଶ। ୨୩.୦୬.୨୦୨୫ ₹ ୨୮,୯୭,୦୩୯.୪୭ ୦୫.୦୯.୨୦୨୫ ପ୍ରତୀକାତ୍ମକ ଦଖଲ [620, 1509, 1035, 1546]
masthead-page-label: Page–7 [390, 22, 443, 39]
table-row: ୮ ଗିଅର କେସ୍ ଆସେମ୍ବ୍ଲି (ଟେ.ନଂ. ୪୩୨୫୧୦୦୮) ୦୯/୧୦/୨୦୨୫, ୧୦.୦୦ ଘଣ୍ଟା ୯୬ ସେଟ୍ [324, 783, 603, 809]
dakhal-sign: ସ୍ୱା/- ପ୍ରାଧିକୃତ ଅଧିକାରୀ [1148, 1770, 1242, 1782]
rayagada-email: (E-mail ID : semirgd@ymail.com) [97, 1122, 223, 1132]
table-row: 3. Class of Contractor : As mentioned in DTCN [619, 869, 949, 887]
itda-notice-no: E-Procurement Notice No.- ITDAPKD/04/2025-26 [1024, 819, 1241, 831]
table-row: ୫ ଲୁବ୍ରିକେଟିଂ ଅଏଲ୍ (ଟେ.ନଂ. ୪୩୨୫୧୦୦୫) ୦୮/୧୦/୨୦୨୫, ୧୦.୦୦ ଘଣ୍ଟା ୨୪୦ ଡ୍ରମ୍ [324, 704, 603, 730]
secr-banner: ଦକ୍ଷିଣ ପୂର୍ବ ମଧ୍ୟ ରେଳପଥ [323, 519, 603, 542]
th-to: To [985, 925, 1111, 941]
unionbank-branch: ଶାଖା କାର୍ଯ୍ୟାଳୟ : ସହିଦ ନଗର ଶାଖା, ୩୧/ଏ, ଆଶୀର୍ବାଦ ବିଲ୍ଡିଂ, ଭୁବନେଶ୍ୱର, ଓଡ଼ିଶା-୭୫୧୦୦୭ [654, 1356, 1000, 1367]
masthead-rule-thin [8, 67, 1468, 68]
aera-name-odia: ଭାରତୀୟ ବିମାନବନ୍ଦର ଆର୍ଥିକ ନିୟନ୍ତ୍ରଣ ପ୍ରାଧିକରଣ [334, 1131, 592, 1146]
helpline-police [10, 2262, 307, 2285]
dakhal-date-place: ତାରିଖ : ୦୯.୦୯.୨୦୨୫, ସ୍ଥାନ : ସମ୍ବଲପୁର [1058, 1752, 1210, 1764]
ser-tender-entry: (୨) ଇ-ଟେଣ୍ଡର ନଂ. CKP-ENGG-2025-26-112, ତା.05.09.2025 : ରେଳ ଧାରଣା ଅଞ୍ଚଳରେ ନାଳ ନିର୍ମାଣ, ବାଉଣ୍ଡାରୀ ୱାଲ୍ ମରାମତି ଏବଂ ରାସ୍ତା ଉନ୍ନୟନ କାର୍ଯ୍ୟ। ଆନୁମାନିକ ମୂଲ୍ୟ : ₹ ୧,୭୮,୪୫,୬୦୦.୦୦, EMD : ₹ ୨,୩୯,୨୦୦.୦୦, ସମାପ୍ତି ଅବଧି : ୬ ମାସ। ଦାଖଲର ଶେଷ ତାରିଖ : 29.09.2025, 15.00 ଘଣ୍ଟା। [1265, 1226, 1463, 1300]
itda-title-2: PARALAKHEMUNDI, GAJAPATI, PARALAKHEMUNDI, [791, 779, 1107, 793]
ecor-entry-title: (୧) ଟେଣ୍ଡର ନଂ. e-tenderNorthKUR 235-2025, ତା.28.08.2025ରିଖ [1264, 433, 1457, 458]
person-silhouette [653, 211, 695, 315]
helpline-label: FIRE HELPLINE-1098 [337, 2267, 433, 2279]
